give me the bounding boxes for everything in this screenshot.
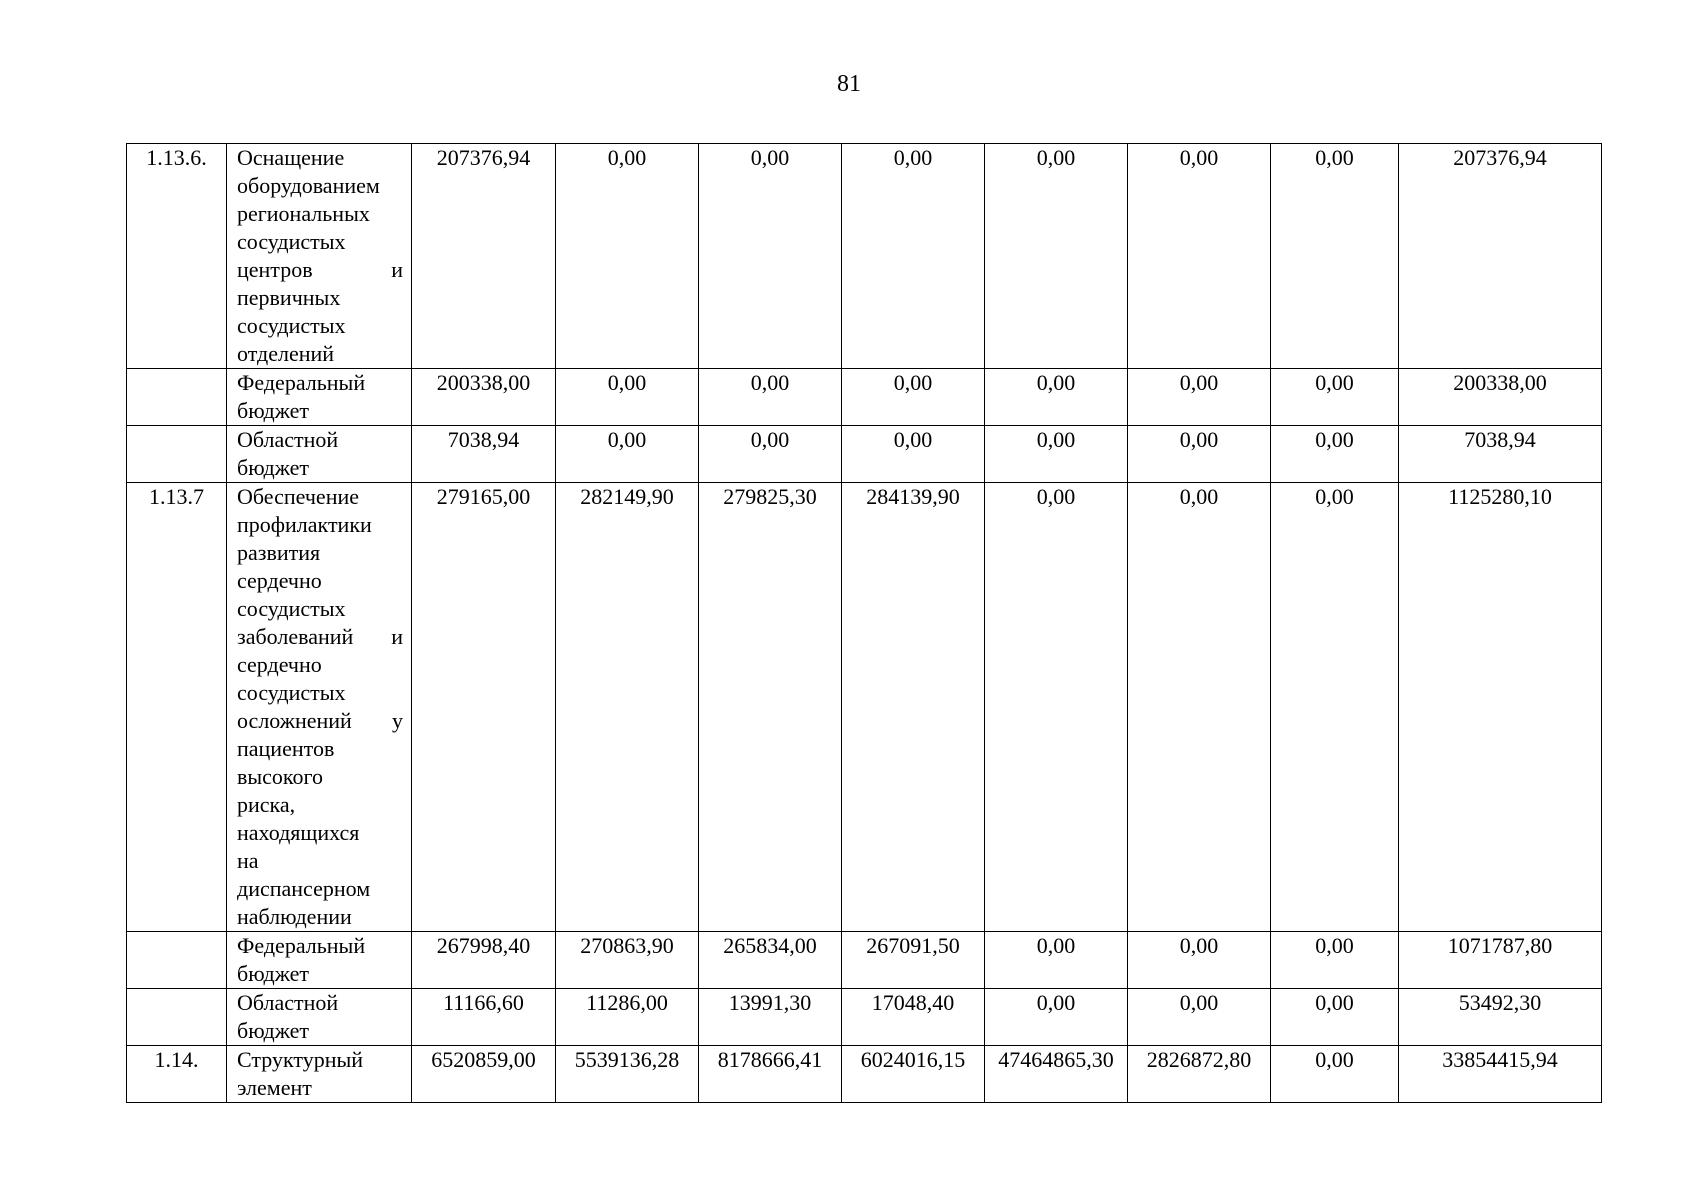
row-name-line: сердечно — [237, 568, 322, 593]
row-name-line: находящихся — [237, 820, 360, 845]
value-cell: 0,00 — [1128, 144, 1271, 369]
value-cell: 6520859,00 — [412, 1046, 556, 1103]
value-cell: 0,00 — [1271, 144, 1399, 369]
value-cell: 200338,00 — [412, 369, 556, 426]
row-name-line: развития — [237, 540, 321, 565]
row-name-cell — [227, 144, 412, 369]
value-cell: 0,00 — [842, 144, 985, 369]
value-cell: 270863,90 — [556, 932, 699, 989]
value-cell: 0,00 — [1271, 369, 1399, 426]
row-code-cell: 1.13.6. — [127, 144, 227, 369]
row-name-line: пациентов — [237, 736, 335, 761]
value-cell: 0,00 — [1271, 932, 1399, 989]
value-cell: 8178666,41 — [699, 1046, 842, 1103]
value-cell: 0,00 — [699, 426, 842, 483]
value-cell: 13991,30 — [699, 989, 842, 1046]
row-name-line: диспансерном — [237, 876, 371, 901]
value-cell: 284139,90 — [842, 483, 985, 932]
value-cell: 0,00 — [556, 144, 699, 369]
value-cell: 267091,50 — [842, 932, 985, 989]
row-name-cell — [227, 989, 412, 1046]
value-cell: 279825,30 — [699, 483, 842, 932]
value-cell: 0,00 — [556, 426, 699, 483]
value-cell: 265834,00 — [699, 932, 842, 989]
value-cell: 282149,90 — [556, 483, 699, 932]
row-code-cell — [127, 369, 227, 426]
row-name-line: Федеральный — [237, 370, 366, 395]
value-cell: 0,00 — [1271, 426, 1399, 483]
budget-table — [126, 143, 1602, 1103]
row-name-line: наблюдении — [237, 904, 352, 929]
row-name-line: первичных — [237, 285, 341, 310]
value-cell: 200338,00 — [1399, 369, 1602, 426]
row-name-word: заболеваний — [237, 624, 354, 649]
value-cell: 0,00 — [1271, 989, 1399, 1046]
value-cell: 0,00 — [842, 369, 985, 426]
row-name-cell — [227, 369, 412, 426]
row-name-line: элемент — [237, 1075, 312, 1100]
table-row — [127, 369, 1602, 426]
value-cell: 11286,00 — [556, 989, 699, 1046]
table-body — [127, 144, 1602, 1103]
table-row — [127, 1046, 1602, 1103]
row-name-line: Областной — [237, 427, 339, 452]
value-cell: 279165,00 — [412, 483, 556, 932]
value-cell: 0,00 — [985, 369, 1128, 426]
value-cell: 0,00 — [1271, 1046, 1399, 1103]
row-code-cell — [127, 989, 227, 1046]
value-cell: 0,00 — [1271, 483, 1399, 932]
table-row — [127, 144, 1602, 369]
row-name-line: Областной — [237, 990, 339, 1015]
value-cell: 1125280,10 — [1399, 483, 1602, 932]
row-name-line: отделений — [237, 341, 335, 366]
row-name-line: Обеспечение — [237, 484, 359, 509]
table-row — [127, 989, 1602, 1046]
value-cell: 1071787,80 — [1399, 932, 1602, 989]
value-cell: 207376,94 — [412, 144, 556, 369]
table-row — [127, 426, 1602, 483]
row-name-line — [237, 707, 403, 735]
value-cell: 0,00 — [1128, 989, 1271, 1046]
row-code-cell: 1.14. — [127, 1046, 227, 1103]
value-cell: 33854415,94 — [1399, 1046, 1602, 1103]
row-name-line: Оснащение — [237, 145, 345, 170]
value-cell: 207376,94 — [1399, 144, 1602, 369]
value-cell: 53492,30 — [1399, 989, 1602, 1046]
value-cell: 17048,40 — [842, 989, 985, 1046]
row-name-cell — [227, 932, 412, 989]
value-cell: 6024016,15 — [842, 1046, 985, 1103]
value-cell: 7038,94 — [1399, 426, 1602, 483]
value-cell: 0,00 — [699, 144, 842, 369]
row-name-line: на — [237, 848, 259, 873]
value-cell: 0,00 — [985, 426, 1128, 483]
value-cell: 7038,94 — [412, 426, 556, 483]
table-row — [127, 483, 1602, 932]
row-name-cell — [227, 483, 412, 932]
value-cell: 0,00 — [842, 426, 985, 483]
value-cell: 0,00 — [985, 932, 1128, 989]
value-cell: 5539136,28 — [556, 1046, 699, 1103]
value-cell: 0,00 — [985, 144, 1128, 369]
row-name-line: сердечно — [237, 652, 322, 677]
value-cell: 0,00 — [985, 989, 1128, 1046]
value-cell: 267998,40 — [412, 932, 556, 989]
row-code-cell: 1.13.7 — [127, 483, 227, 932]
value-cell: 2826872,80 — [1128, 1046, 1271, 1103]
row-name-cell — [227, 426, 412, 483]
row-name-line: сосудистых — [237, 313, 346, 338]
row-name-line: бюджет — [237, 961, 309, 986]
page-number: 81 — [837, 71, 861, 97]
row-code-cell — [127, 932, 227, 989]
row-name-line: оборудованием — [237, 173, 380, 198]
row-name-cell — [227, 1046, 412, 1103]
value-cell: 0,00 — [556, 369, 699, 426]
row-name-word: центров — [237, 257, 313, 282]
row-name-word: у — [392, 708, 403, 733]
table-row — [127, 932, 1602, 989]
value-cell: 0,00 — [699, 369, 842, 426]
row-name-line: бюджет — [237, 398, 309, 423]
row-name-line: бюджет — [237, 455, 309, 480]
value-cell: 0,00 — [1128, 369, 1271, 426]
row-name-line: высокого — [237, 764, 323, 789]
row-name-line: бюджет — [237, 1018, 309, 1043]
row-name-line: сосудистых — [237, 596, 346, 621]
row-name-line: риска, — [237, 792, 296, 817]
value-cell: 0,00 — [1128, 483, 1271, 932]
row-name-word: осложнений — [237, 708, 352, 733]
row-name-word: и — [391, 624, 403, 649]
row-code-cell — [127, 426, 227, 483]
value-cell: 0,00 — [1128, 426, 1271, 483]
row-name-line: профилактики — [237, 512, 372, 537]
value-cell: 11166,60 — [412, 989, 556, 1046]
row-name-line — [237, 256, 403, 284]
row-name-word: и — [391, 257, 403, 282]
row-name-line: Федеральный — [237, 933, 366, 958]
row-name-line: сосудистых — [237, 229, 346, 254]
row-name-line — [237, 623, 403, 651]
value-cell: 0,00 — [985, 483, 1128, 932]
row-name-line: региональных — [237, 201, 370, 226]
value-cell: 0,00 — [1128, 932, 1271, 989]
row-name-line: Структурный — [237, 1047, 364, 1072]
value-cell: 47464865,30 — [985, 1046, 1128, 1103]
row-name-line: сосудистых — [237, 680, 346, 705]
